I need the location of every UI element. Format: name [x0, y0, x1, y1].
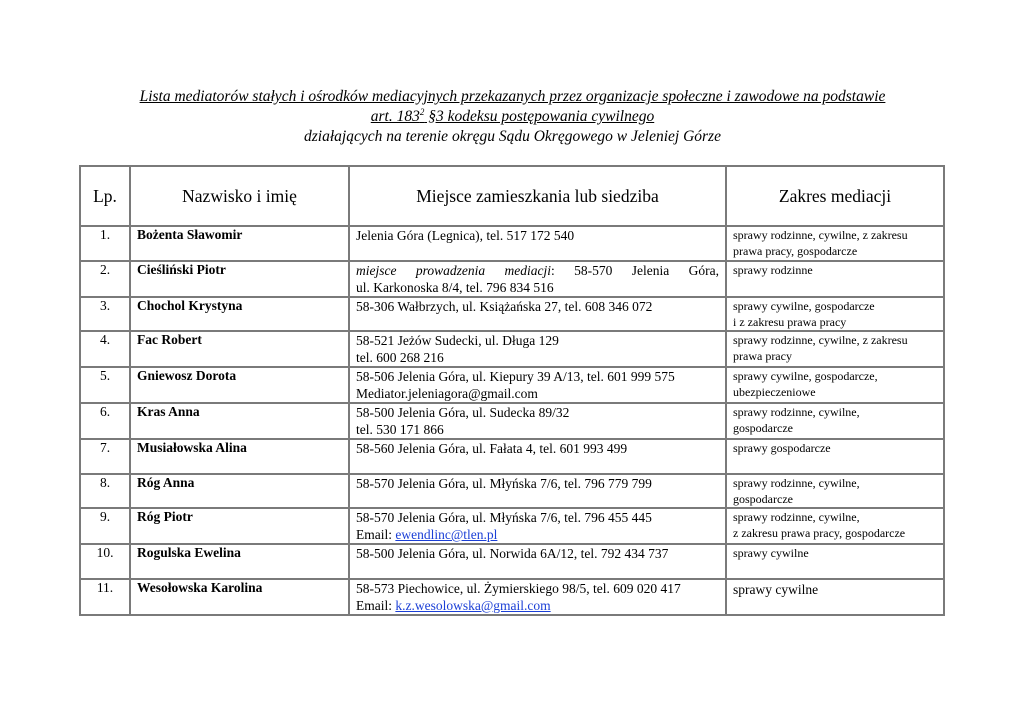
- scope-line: sprawy cywilne, gospodarcze,: [733, 369, 878, 383]
- mediator-name: Rogulska Ewelina: [131, 545, 350, 580]
- row-number: 6.: [81, 404, 131, 440]
- header-scope: Zakres mediacji: [727, 167, 943, 227]
- address-line: Mediator.jeleniagora@gmail.com: [356, 386, 538, 401]
- mediator-name: Róg Anna: [131, 475, 350, 510]
- mediator-name: Kras Anna: [131, 404, 350, 440]
- document-title: [60, 87, 965, 147]
- scope-line: sprawy rodzinne, cywilne, z zakresu: [733, 333, 908, 347]
- mediator-address: [350, 545, 727, 580]
- title-line-2: [60, 107, 965, 127]
- address-line: 58-570 Jelenia Góra, ul. Młyńska 7/6, tel. 796 779 799: [356, 475, 652, 491]
- mediator-address: [350, 332, 727, 368]
- scope-line: z zakresu prawa pracy, gospodarcze: [733, 526, 906, 540]
- table-row: [81, 545, 943, 580]
- scope-line: sprawy cywilne, gospodarcze: [733, 298, 875, 313]
- scope-line: gospodarcze: [733, 421, 793, 435]
- mediation-scope: [727, 509, 943, 545]
- row-number: 4.: [81, 332, 131, 368]
- address-line-rest: : 58-570 Jelenia Góra,: [551, 262, 719, 278]
- table-row: [81, 368, 943, 404]
- mediation-scope: [727, 262, 943, 298]
- scope-line: sprawy rodzinne, cywilne, z zakresu: [733, 228, 908, 242]
- address-line: 58-560 Jelenia Góra, ul. Fałata 4, tel. 601 993 499: [356, 441, 628, 456]
- row-number: 1.: [81, 227, 131, 262]
- mediator-address: [350, 509, 727, 545]
- address-line: [356, 526, 719, 543]
- address-line: 58-570 Jelenia Góra, ul. Młyńska 7/6, tel. 796 455 445: [356, 510, 652, 525]
- title-line-1: Lista mediatorów stałych i ośrodków mediacyjnych przekazanych przez organizacje społeczne i zawodowe na podstawie: [139, 88, 886, 105]
- table-row: [81, 440, 943, 475]
- email-link[interactable]: k.z.wesolowska@gmail.com: [395, 597, 551, 613]
- mediator-address: [350, 404, 727, 440]
- table-row: [81, 332, 943, 368]
- scope-line: i z zakresu prawa pracy: [733, 314, 847, 329]
- mediator-address: [350, 298, 727, 333]
- mediation-scope: [727, 545, 943, 580]
- table-row: [81, 475, 943, 510]
- table-row: [81, 262, 943, 298]
- row-number: 9.: [81, 509, 131, 545]
- row-number: 5.: [81, 368, 131, 404]
- mediator-address: [350, 580, 727, 615]
- scope-line: sprawy cywilne: [733, 546, 809, 560]
- address-line: Jelenia Góra (Legnica), tel. 517 172 540: [356, 228, 575, 243]
- email-link[interactable]: ewendlinc@tlen.pl: [395, 527, 498, 542]
- title-line-3: działających na terenie okręgu Sądu Okręgowego w Jeleniej Górze: [304, 128, 721, 145]
- address-line: 58-500 Jelenia Góra, ul. Sudecka 89/32: [356, 405, 570, 420]
- address-line: [356, 262, 719, 279]
- header-lp: Lp.: [81, 167, 131, 227]
- mediator-address: [350, 227, 727, 262]
- mediator-name: Musiałowska Alina: [131, 440, 350, 475]
- scope-line: sprawy rodzinne, cywilne,: [733, 510, 860, 524]
- row-number: 2.: [81, 262, 131, 298]
- table-row: [81, 404, 943, 440]
- table-row: [81, 298, 943, 333]
- mediator-name: Fac Robert: [131, 332, 350, 368]
- address-line: tel. 600 268 216: [356, 350, 444, 365]
- title-line-2-superscript: 2: [419, 106, 425, 117]
- header-name: Nazwisko i imię: [131, 167, 350, 227]
- mediation-scope: [727, 368, 943, 404]
- address-line: [356, 597, 719, 614]
- mediator-name: Wesołowska Karolina: [131, 580, 350, 615]
- address-line: 58-573 Piechowice, ul. Żymierskiego 98/5, tel. 609 020 417: [356, 580, 681, 596]
- row-number: 3.: [81, 298, 131, 333]
- scope-line: gospodarcze: [733, 491, 793, 506]
- scope-line: sprawy rodzinne, cywilne,: [733, 405, 860, 419]
- header-place: Miejsce zamieszkania lub siedziba: [350, 167, 727, 227]
- mediator-name: Bożenta Sławomir: [131, 227, 350, 262]
- email-label: Email:: [356, 597, 396, 613]
- mediation-scope: [727, 475, 943, 510]
- mediation-scope: [727, 404, 943, 440]
- mediation-scope: [727, 332, 943, 368]
- scope-line: sprawy rodzinne: [733, 262, 813, 277]
- mediators-table: [79, 165, 945, 616]
- row-number: 11.: [81, 580, 131, 615]
- mediation-scope: [727, 440, 943, 475]
- scope-line: prawa pracy, gospodarcze: [733, 244, 858, 258]
- address-line: 58-506 Jelenia Góra, ul. Kiepury 39 A/13, tel. 601 999 575: [356, 369, 675, 384]
- mediator-address: [350, 475, 727, 510]
- table-header-row: [81, 167, 943, 227]
- mediator-name: Cieśliński Piotr: [131, 262, 350, 298]
- table-row: [81, 227, 943, 262]
- mediator-name: Chochol Krystyna: [131, 298, 350, 333]
- address-line: ul. Karkonoska 8/4, tel. 796 834 516: [356, 279, 554, 295]
- mediator-name: Gniewosz Dorota: [131, 368, 350, 404]
- address-line: tel. 530 171 866: [356, 422, 444, 437]
- address-line: 58-500 Jelenia Góra, ul. Norwida 6A/12, tel. 792 434 737: [356, 546, 669, 561]
- scope-line: prawa pracy: [733, 349, 792, 363]
- table-row: [81, 509, 943, 545]
- table-row: [81, 580, 943, 615]
- scope-line: sprawy rodzinne, cywilne,: [733, 475, 860, 490]
- scope-line: sprawy cywilne: [733, 581, 819, 597]
- mediator-address: [350, 262, 727, 298]
- mediation-scope: [727, 580, 943, 615]
- row-number: 8.: [81, 475, 131, 510]
- mediation-scope: [727, 227, 943, 262]
- mediation-scope: [727, 298, 943, 333]
- row-number: 7.: [81, 440, 131, 475]
- title-line-2-article: art. 183: [370, 108, 420, 125]
- address-line: 58-521 Jeżów Sudecki, ul. Długa 129: [356, 333, 559, 348]
- mediator-name: Róg Piotr: [131, 509, 350, 545]
- row-number: 10.: [81, 545, 131, 580]
- mediator-address: [350, 368, 727, 404]
- scope-line: sprawy gospodarcze: [733, 441, 831, 455]
- email-label: Email:: [356, 527, 396, 542]
- address-line: 58-306 Wałbrzych, ul. Książańska 27, tel. 608 346 072: [356, 298, 653, 314]
- address-label-italic: miejsce prowadzenia mediacji: [356, 262, 551, 278]
- title-line-2-code: §3 kodeksu postępowania cywilnego: [424, 108, 655, 125]
- scope-line: ubezpieczeniowe: [733, 385, 816, 399]
- mediator-address: [350, 440, 727, 475]
